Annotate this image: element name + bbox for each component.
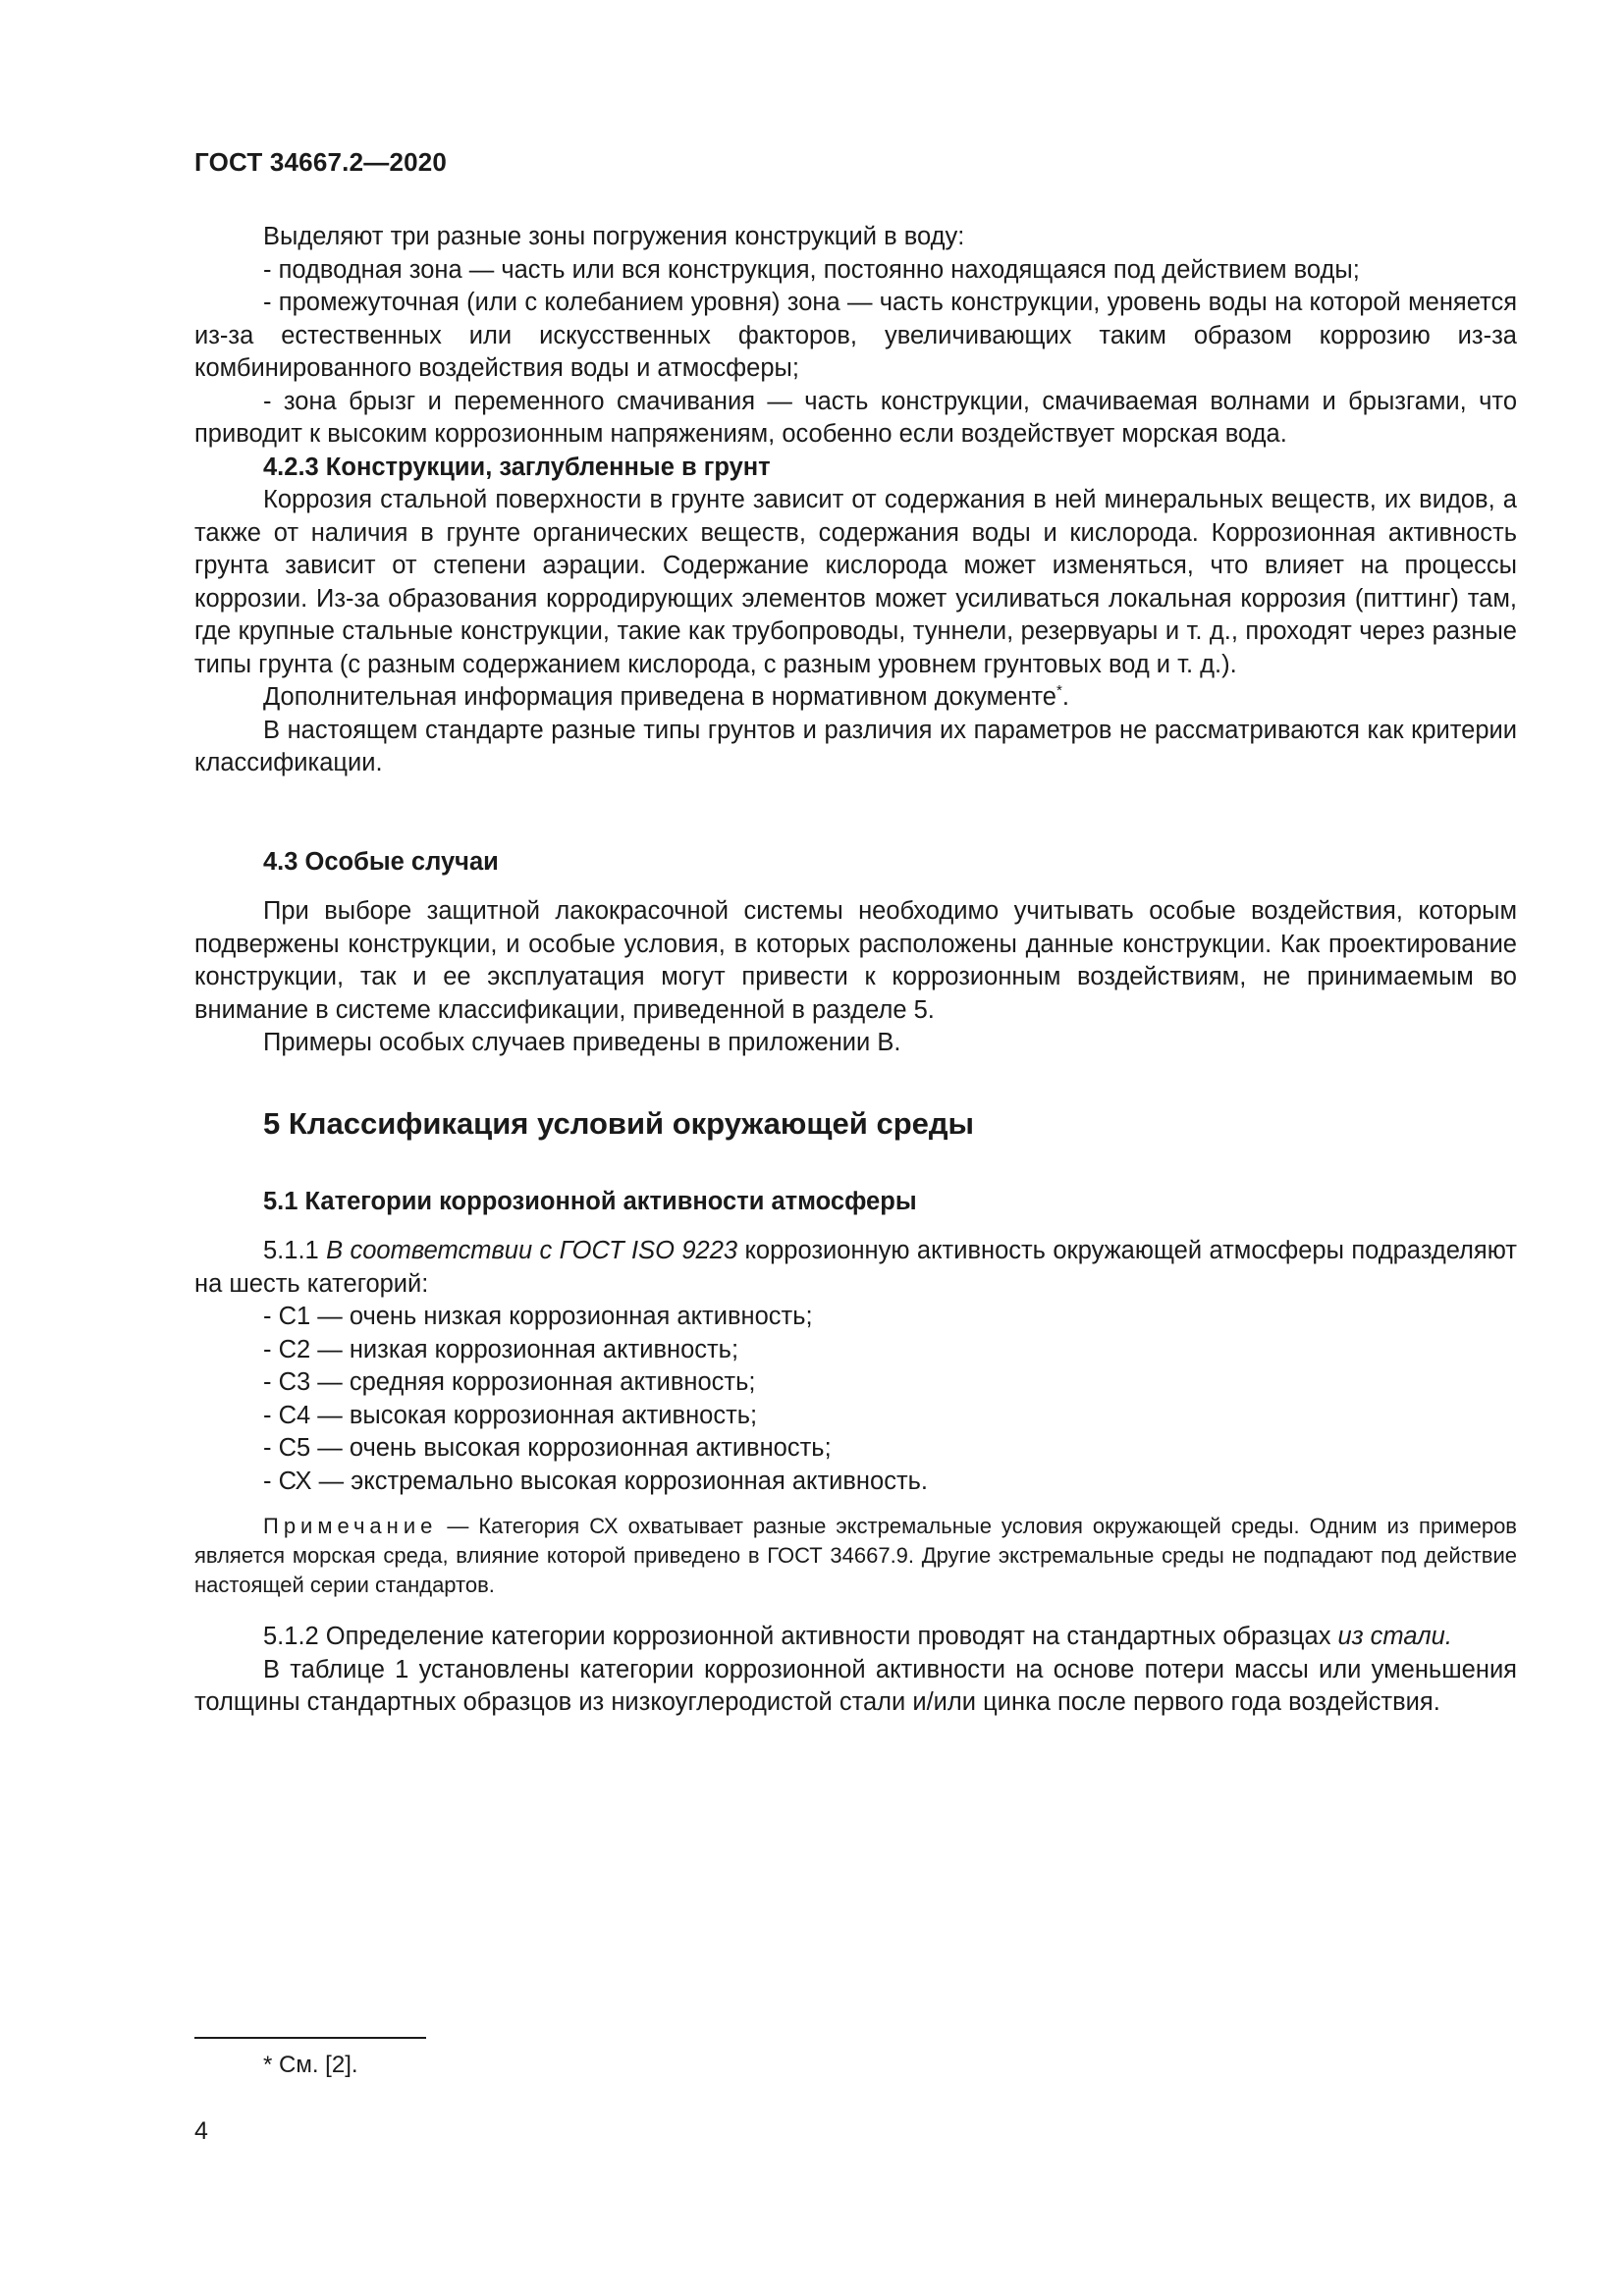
- footnote-text: * См. [2].: [263, 2052, 358, 2078]
- special-cases-block: [194, 846, 1517, 880]
- category-c2: - С2 — низкая коррозионная активность;: [263, 1335, 739, 1363]
- footnote-divider: [194, 2037, 426, 2039]
- clause-5-1-1: [194, 1235, 1517, 1301]
- additional-info-paragraph: [194, 681, 1517, 715]
- clause-5-1-2-text: 5.1.2 Определение категории коррозионной активности проводят на стандартных образцах: [263, 1623, 1338, 1650]
- zone-item-splash: - зона брызг и переменного смачивания — часть конструкции, смачиваемая волнами и брызгами, что приводит к высоким коррозионным напряжениям, особенно если воздействует морская вода.: [194, 387, 1517, 448]
- section-4-2-3-heading: 4.2.3 Конструкции, заглубленные в грунт: [263, 453, 771, 481]
- footnote-mark: *: [1056, 682, 1062, 699]
- category-c5: - С5 — очень высокая коррозионная активность;: [263, 1434, 832, 1462]
- standard-id-header: ГОСТ 34667.2—2020: [194, 147, 448, 177]
- special-cases-examples: Примеры особых случаев приведены в приложении В.: [263, 1029, 901, 1056]
- soil-corrosion-paragraph: Коррозия стальной поверхности в грунте зависит от содержания в ней минеральных веществ, их видов, а также от наличия в грунте органических веществ, содержания воды и кислорода. Коррозионная активность грунта зависит от степени аэрации. Содержание кислорода может изменяться, что влияет на процессы коррозии. Из-за образования корродирующих элементов может усиливаться локальная коррозия (питтинг) там, где крупные стальные конструкции, такие как трубопроводы, туннели, резервуары и т. д., проходят через разные типы грунта (с разным содержанием кислорода, с разным уровнем грунтовых вод и т. д.).: [194, 486, 1517, 678]
- clause-5-1-1-text: коррозионную активность окружающей атмосферы подразделяют на шесть категорий:: [194, 1237, 1517, 1298]
- special-cases-text: [194, 895, 1517, 1060]
- clause-5-1-1-number: 5.1.1: [263, 1237, 327, 1264]
- zone-item-intermediate: - промежуточная (или с колебанием уровня) зона — часть конструкции, уровень воды на которой меняется из-за естественных или искусственных факторов, увеличивающих таким образом коррозию из-за комбинированного воздействия воды и атмосферы;: [194, 289, 1517, 382]
- category-c3: - С3 — средняя коррозионная активность;: [263, 1368, 756, 1396]
- note-paragraph: [194, 1512, 1517, 1600]
- page-number: 4: [194, 2117, 208, 2145]
- special-cases-paragraph: При выборе защитной лакокрасочной системы необходимо учитывать особые воздействия, которым подвержены конструкции, и особые условия, в которых расположены данные конструкции. Как проектирование конструкции, так и ее эксплуатация могут привести к коррозионным воздействиям, не принимаемым во внимание в системе классификации, приведенной в разделе 5.: [194, 897, 1517, 1024]
- section-5-block: [194, 1104, 1517, 1144]
- note-block: [194, 1512, 1517, 1600]
- clause-5-1-2-emphasis: из стали.: [1337, 1623, 1452, 1650]
- category-c4: - С4 — высокая коррозионная активность;: [263, 1401, 758, 1429]
- clause-5-1-2: [194, 1621, 1517, 1654]
- section-4-3-heading: 4.3 Особые случаи: [263, 848, 499, 876]
- additional-info-end: .: [1061, 683, 1069, 711]
- note-label: Примечание: [263, 1514, 438, 1538]
- section-5-1-block: [194, 1186, 1517, 1219]
- section-5-1-1-block: [194, 1235, 1517, 1498]
- note-text: — Категория СХ охватывает разные экстремальные условия окружающей среды. Одним из примеров является морская среда, влияние которой приведено в ГОСТ 34667.9. Другие экстремальные среды не подпадают под действие настоящей серии стандартов.: [194, 1514, 1517, 1597]
- zones-intro: Выделяют три разные зоны погружения конструкций в воду:: [263, 223, 965, 250]
- soil-types-paragraph: В настоящем стандарте разные типы грунтов и различия их параметров не рассматриваются как критерии классификации.: [194, 716, 1517, 776]
- section-5-1-heading: 5.1 Категории коррозионной активности атмосферы: [263, 1188, 917, 1215]
- section-5-1-2-block: [194, 1621, 1517, 1720]
- category-cx: - СХ — экстремально высокая коррозионная активность.: [263, 1467, 928, 1495]
- clause-5-1-1-reference: В соответствии с ГОСТ ISO 9223: [326, 1237, 738, 1264]
- category-c1: - С1 — очень низкая коррозионная активность;: [263, 1303, 813, 1330]
- zone-item-underwater: - подводная зона — часть или вся конструкция, постоянно находящаяся под действием воды;: [263, 255, 1360, 284]
- section-5-heading: 5 Классификация условий окружающей среды: [263, 1106, 975, 1141]
- water-zones-block: [194, 221, 1517, 780]
- additional-info-text: Дополнительная информация приведена в нормативном документе: [263, 683, 1056, 711]
- table-1-paragraph: В таблице 1 установлены категории коррозионной активности на основе потери массы или уменьшения толщины стандартных образцов из низкоуглеродистой стали и/или цинка после первого года воздействия.: [194, 1655, 1517, 1716]
